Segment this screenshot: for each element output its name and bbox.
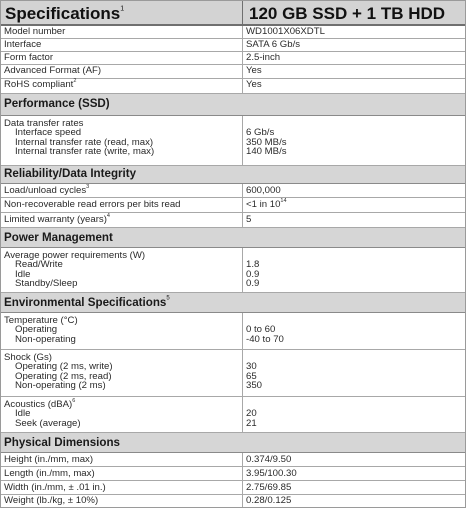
row-value: 0.9 bbox=[246, 278, 260, 290]
row-label: Form factor bbox=[4, 52, 54, 63]
row-value: WD1001X06XDTL bbox=[246, 26, 325, 37]
footnote-marker: 4 bbox=[106, 213, 110, 220]
row-value: 3.95/100.30 bbox=[246, 468, 297, 479]
section-title: Environmental Specifications$^5$ bbox=[4, 295, 170, 309]
row-label: Weight (lb./kg, ± 10%) bbox=[4, 495, 99, 506]
row-label: Length (in./mm, max) bbox=[4, 468, 95, 479]
table-row bbox=[1, 52, 465, 65]
table-row bbox=[1, 65, 465, 79]
table-row bbox=[1, 39, 465, 52]
table-row bbox=[1, 248, 465, 293]
row-value: 5 bbox=[246, 214, 252, 225]
row-value: 0.28/0.125 bbox=[246, 495, 292, 506]
table-row bbox=[1, 350, 465, 397]
row-value: 2.75/69.85 bbox=[246, 482, 292, 493]
table-header bbox=[1, 1, 465, 26]
row-value: 6 Gb/s bbox=[246, 127, 275, 139]
row-label: Standby/Sleep bbox=[15, 278, 78, 290]
group-label: Average power requirements (W) bbox=[4, 250, 146, 261]
group-label: Shock (Gs) bbox=[4, 352, 52, 363]
row-value: 140 MB/s bbox=[246, 146, 287, 158]
row-value: 600,000 bbox=[246, 185, 281, 196]
group-label: Temperature (°C) bbox=[4, 315, 78, 326]
row-label: Non-recoverable read errors per bits read bbox=[4, 199, 181, 210]
row-value: 21 bbox=[246, 417, 257, 429]
row-label: Model number bbox=[4, 26, 66, 37]
footnote-marker: 5 bbox=[166, 295, 170, 302]
row-label: Limited warranty (years)$^4$ bbox=[4, 213, 110, 225]
table-row bbox=[1, 453, 465, 467]
footnote-marker: 3 bbox=[86, 184, 90, 191]
row-value: 30 bbox=[246, 361, 257, 373]
row-label: Internal transfer rate (write, max) bbox=[15, 146, 155, 158]
table-row bbox=[1, 198, 465, 213]
row-label: Idle bbox=[15, 408, 31, 420]
table-row bbox=[1, 467, 465, 481]
header-product-cell bbox=[243, 1, 465, 24]
row-label: Height (in./mm, max) bbox=[4, 454, 94, 465]
row-value: 0.9 bbox=[246, 268, 260, 280]
row-value: 0 to 60 bbox=[246, 324, 276, 336]
row-value: -40 to 70 bbox=[246, 333, 284, 345]
row-label: Load/unload cycles$^3$ bbox=[4, 184, 90, 196]
row-label: Interface bbox=[4, 39, 42, 50]
footnote-marker: 2 bbox=[73, 78, 77, 85]
section-title: Reliability/Data Integrity bbox=[4, 167, 137, 180]
exponent: 14 bbox=[280, 198, 287, 205]
row-value: Yes bbox=[246, 79, 262, 90]
table-row bbox=[1, 184, 465, 198]
row-value: 1.8 bbox=[246, 259, 260, 271]
table-row bbox=[1, 213, 465, 228]
table-row bbox=[1, 79, 465, 94]
section-header-power bbox=[1, 228, 465, 248]
footnote-marker: 6 bbox=[72, 398, 76, 405]
table-row bbox=[1, 116, 465, 166]
section-title: Physical Dimensions bbox=[4, 436, 120, 449]
title-footnote: 1 bbox=[120, 5, 125, 13]
row-label: Read/Write bbox=[15, 259, 63, 271]
row-label: Non-operating bbox=[15, 333, 76, 345]
row-label: Interface speed bbox=[15, 127, 82, 139]
product-title: 120 GB SSD + 1 TB HDD bbox=[249, 4, 446, 23]
group-label: Acoustics (dBA)$^6$ bbox=[4, 398, 76, 410]
row-label: Seek (average) bbox=[15, 417, 81, 429]
row-value: 350 MB/s bbox=[246, 136, 287, 148]
row-label: RoHS compliant$^2$ bbox=[4, 78, 77, 90]
row-value: 20 bbox=[246, 408, 257, 420]
row-label: Operating (2 ms, read) bbox=[15, 370, 112, 382]
table-row bbox=[1, 495, 465, 507]
row-label: Width (in./mm, ± .01 in.) bbox=[4, 482, 106, 493]
row-value: 65 bbox=[246, 370, 257, 382]
row-label: Operating (2 ms, write) bbox=[15, 361, 113, 373]
row-label: Operating bbox=[15, 324, 58, 336]
table-row bbox=[1, 397, 465, 433]
row-label: Advanced Format (AF) bbox=[4, 65, 102, 76]
row-value: 2.5-inch bbox=[246, 52, 281, 63]
section-title: Performance (SSD) bbox=[4, 97, 110, 110]
row-label: Non-operating (2 ms) bbox=[15, 380, 106, 392]
row-label: Idle bbox=[15, 268, 31, 280]
page-title: Specifications$^1$ bbox=[5, 4, 125, 23]
section-header-physical bbox=[1, 433, 465, 453]
row-value: 350 bbox=[246, 380, 263, 392]
table-row bbox=[1, 313, 465, 350]
section-title: Power Management bbox=[4, 231, 113, 244]
row-value: 0.374/9.50 bbox=[246, 454, 292, 465]
header-title-cell bbox=[1, 1, 243, 24]
table-row bbox=[1, 481, 465, 495]
section-header-performance bbox=[1, 94, 465, 116]
section-header-environmental bbox=[1, 293, 465, 313]
section-header-reliability bbox=[1, 166, 465, 184]
row-value: SATA 6 Gb/s bbox=[246, 39, 301, 50]
row-label: Internal transfer rate (read, max) bbox=[15, 136, 154, 148]
group-label: Data transfer rates bbox=[4, 118, 84, 129]
row-value: <1 in $10^{14}$ bbox=[246, 198, 287, 210]
table-row bbox=[1, 26, 465, 39]
row-value: Yes bbox=[246, 65, 262, 76]
